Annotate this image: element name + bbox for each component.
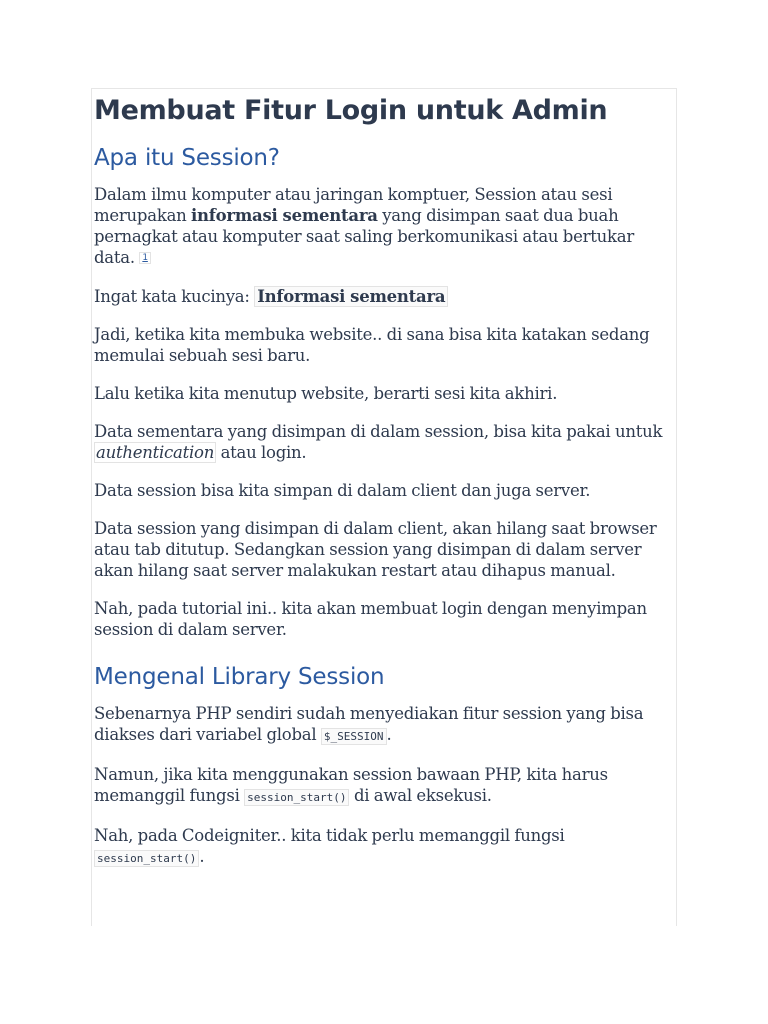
text: Nah, pada Codeigniter.. kita tidak perlu memanggil fungsi bbox=[94, 826, 565, 845]
text: Data sementara yang disimpan di dalam session, bisa kita pakai untuk bbox=[94, 422, 663, 441]
text: Namun, jika kita menggunakan session bawaan PHP, kita harus memanggil fungsi bbox=[94, 765, 608, 805]
highlighted-keyword: Informasi sementara bbox=[254, 286, 448, 307]
text: . bbox=[386, 725, 392, 744]
text: yang disimpan saat dua buah pernagkat atau komputer saat saling berkomunikasi atau bertukar data. bbox=[94, 206, 635, 267]
paragraph: Lalu ketika kita menutup website, berarti sesi kita akhiri. bbox=[94, 384, 558, 403]
text: Sebenarnya PHP sendiri sudah menyediakan fitur session yang bisa diakses dari variabel global bbox=[94, 704, 644, 744]
article-body bbox=[92, 93, 676, 869]
italic-term: authentication bbox=[96, 443, 215, 462]
paragraph: Nah, pada tutorial ini.. kita akan membuat login dengan menyimpan session di dalam server. bbox=[94, 599, 647, 639]
text: . bbox=[199, 847, 205, 866]
inline-code: session_start() bbox=[94, 850, 199, 867]
bold-text: informasi sementara bbox=[191, 206, 378, 225]
section-heading-session: Apa itu Session? bbox=[94, 145, 280, 171]
text: Ingat kata kucinya: bbox=[94, 287, 255, 306]
footnote-link[interactable]: 1 bbox=[139, 252, 150, 264]
inline-code: $_SESSION bbox=[321, 728, 387, 745]
paragraph: Data session bisa kita simpan di dalam client dan juga server. bbox=[94, 481, 591, 500]
paragraph bbox=[94, 286, 676, 307]
text: Dalam ilmu komputer atau jaringan komptuer, Session atau sesi merupakan bbox=[94, 185, 613, 225]
text: atau login. bbox=[216, 443, 307, 462]
document-page bbox=[91, 88, 677, 926]
inline-code: session_start() bbox=[244, 789, 349, 806]
paragraph bbox=[94, 764, 676, 808]
paragraph bbox=[94, 703, 676, 747]
paragraph: Jadi, ketika kita membuka website.. di sana bisa kita katakan sedang memulai sebuah sesi baru. bbox=[94, 325, 650, 365]
paragraph: Data session yang disimpan di dalam client, akan hilang saat browser atau tab ditutup. Sedangkan session yang disimpan di dalam server akan hilang saat server malakukan restart atau dihapus manual. bbox=[94, 519, 657, 580]
text: di awal eksekusi. bbox=[349, 786, 492, 805]
paragraph bbox=[94, 825, 676, 869]
section-heading-library-session: Mengenal Library Session bbox=[94, 664, 385, 690]
page-title: Membuat Fitur Login untuk Admin bbox=[94, 95, 608, 126]
paragraph bbox=[94, 421, 676, 463]
paragraph bbox=[94, 184, 676, 269]
